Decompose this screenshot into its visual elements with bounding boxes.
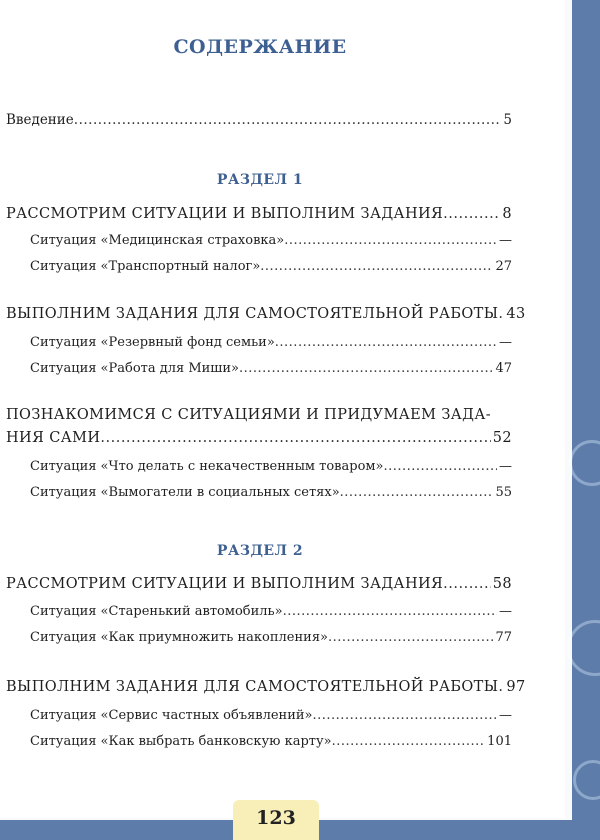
toc-part-entry[interactable] (6, 576, 512, 592)
toc-part-entry[interactable] (6, 679, 526, 695)
toc-entry-title: Введение (6, 112, 74, 128)
gear-decoration-icon (569, 440, 600, 486)
toc-entry-page: 101 (487, 734, 512, 749)
toc-entry-page: — (499, 335, 512, 350)
section-heading: РАЗДЕЛ 1 (216, 172, 304, 188)
toc-entry-page: — (499, 708, 512, 723)
dot-leader (74, 112, 502, 128)
dot-leader (443, 576, 491, 592)
toc-entry-page: — (499, 233, 512, 248)
toc-entry-title: Ситуация «Старенький автомобиль» (30, 604, 283, 619)
page-number-tab: 123 (233, 800, 319, 840)
toc-entry-title: Ситуация «Как приумножить накопления» (30, 630, 328, 645)
toc-part-entry[interactable] (6, 206, 512, 222)
section-heading: РАЗДЕЛ 2 (216, 543, 304, 559)
toc-part-title-line: ПОЗНАКОМИМСЯ С СИТУАЦИЯМИ И ПРИДУМАЕМ ЗАДА- (6, 407, 492, 423)
toc-entry-page: 58 (492, 576, 512, 592)
toc-situation-entry[interactable] (30, 459, 512, 474)
toc-situation-entry[interactable] (30, 335, 512, 350)
toc-situation-entry[interactable] (30, 485, 512, 500)
toc-situation-entry[interactable] (30, 630, 512, 645)
dot-leader (332, 734, 486, 749)
toc-entry-title: ВЫПОЛНИМ ЗАДАНИЯ ДЛЯ САМОСТОЯТЕЛЬНОЙ РАБОТЫ (6, 306, 499, 322)
dot-leader (239, 361, 493, 376)
gear-decoration-icon (573, 760, 600, 800)
dot-leader (340, 485, 494, 500)
toc-entry-title: Ситуация «Транспортный налог» (30, 259, 261, 274)
dot-leader (283, 604, 497, 619)
toc-situation-entry[interactable] (30, 361, 512, 376)
dot-leader (443, 206, 500, 222)
toc-entry-page: 77 (495, 630, 512, 645)
toc-situation-entry[interactable] (30, 734, 512, 749)
toc-entry-page: 97 (506, 679, 526, 695)
dot-leader (328, 630, 493, 645)
toc-entry-title: Ситуация «Резервный фонд семьи» (30, 335, 275, 350)
toc-entry-page: — (499, 604, 512, 619)
toc-entry-title: РАССМОТРИМ СИТУАЦИИ И ВЫПОЛНИМ ЗАДАНИЯ (6, 206, 444, 222)
toc-situation-entry[interactable] (30, 259, 512, 274)
toc-entry-title: Ситуация «Как выбрать банковскую карту» (30, 734, 332, 749)
dot-leader (284, 233, 497, 248)
toc-entry-page: 5 (503, 112, 512, 128)
dot-leader (313, 708, 497, 723)
toc-entry-page: 55 (495, 485, 512, 500)
toc-entry-title: Ситуация «Вымогатели в социальных сетях» (30, 485, 340, 500)
toc-entry-page: — (499, 459, 512, 474)
toc-entry-page: 52 (492, 430, 512, 446)
toc-entry-title: Ситуация «Сервис частных объявлений» (30, 708, 313, 723)
toc-entry-title: НИЯ САМИ (6, 430, 101, 446)
toc-entry-page: 47 (495, 361, 512, 376)
toc-part-entry[interactable] (6, 430, 512, 446)
toc-entry-introduction[interactable] (6, 112, 512, 128)
dot-leader (383, 459, 497, 474)
toc-entry-page: 43 (506, 306, 526, 322)
toc-entry-title: РАССМОТРИМ СИТУАЦИИ И ВЫПОЛНИМ ЗАДАНИЯ (6, 576, 444, 592)
dot-leader (260, 259, 493, 274)
toc-entry-title: Ситуация «Медицинская страховка» (30, 233, 285, 248)
toc-situation-entry[interactable] (30, 604, 512, 619)
toc-entry-title: ВЫПОЛНИМ ЗАДАНИЯ ДЛЯ САМОСТОЯТЕЛЬНОЙ РАБОТЫ (6, 679, 499, 695)
dot-leader (275, 335, 497, 350)
page-title: СОДЕРЖАНИЕ (173, 36, 347, 58)
toc-entry-title: Ситуация «Что делать с некачественным товаром» (30, 459, 384, 474)
dot-leader (100, 430, 490, 446)
toc-entry-page: 27 (495, 259, 512, 274)
toc-part-entry[interactable] (6, 306, 526, 322)
toc-situation-entry[interactable] (30, 233, 512, 248)
toc-entry-title: Ситуация «Работа для Миши» (30, 361, 240, 376)
toc-situation-entry[interactable] (30, 708, 512, 723)
toc-entry-page: 8 (502, 206, 512, 222)
